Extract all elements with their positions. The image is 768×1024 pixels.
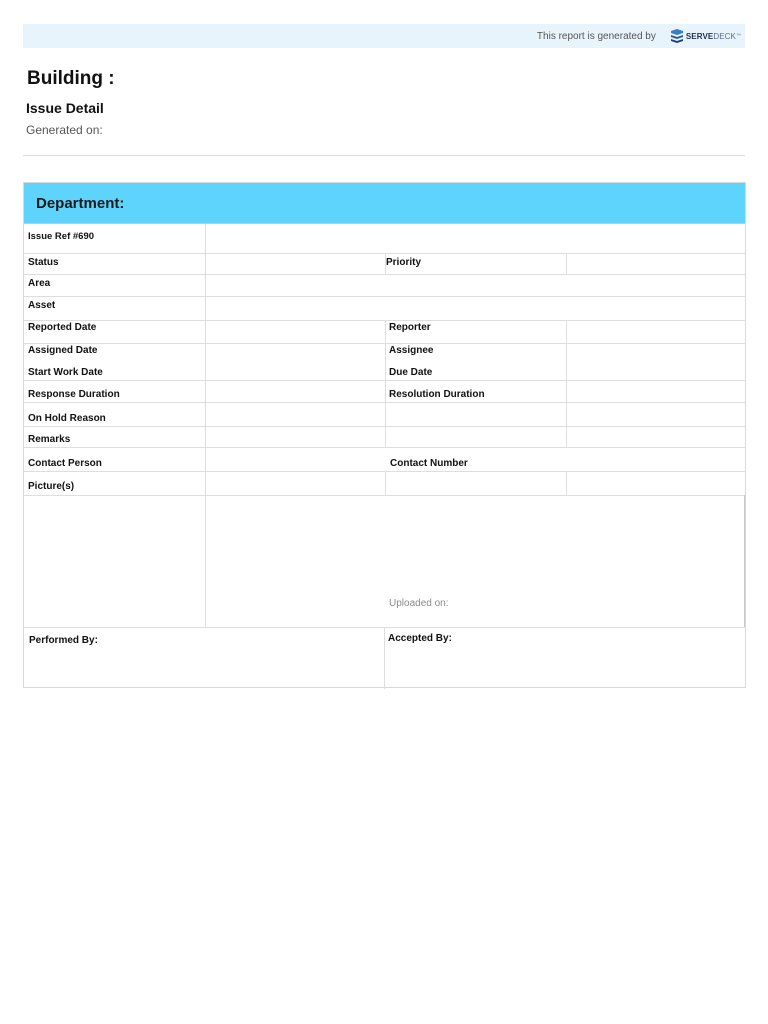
generated-by-text: This report is generated by	[536, 30, 656, 42]
asset-label: Asset	[28, 300, 56, 311]
department-header	[24, 183, 745, 224]
assignee-label: Assignee	[389, 345, 434, 356]
building-title: Building :	[27, 68, 115, 89]
brand-trademark: ™	[736, 33, 741, 39]
column-divider	[566, 471, 567, 495]
assigned-date-label: Assigned Date	[28, 345, 98, 356]
priority-label: Priority	[386, 257, 422, 268]
uploaded-on-text: Uploaded on:	[389, 598, 449, 609]
row-divider	[24, 296, 745, 297]
column-divider	[205, 224, 206, 627]
area-label: Area	[28, 278, 51, 289]
issue-detail-card	[23, 182, 746, 688]
column-divider	[566, 253, 567, 275]
department-label: Department:	[36, 195, 125, 212]
resolution-duration-label: Resolution Duration	[389, 389, 485, 400]
pictures-label: Picture(s)	[28, 481, 75, 492]
header-divider	[23, 155, 745, 156]
column-divider	[566, 320, 567, 448]
report-header-bar	[23, 24, 745, 48]
performed-by-label: Performed By:	[29, 635, 98, 646]
accepted-by-label: Accepted By:	[388, 633, 452, 644]
brand-logo	[670, 28, 741, 44]
status-label: Status	[28, 257, 59, 268]
generated-on-text: Generated on:	[26, 123, 103, 137]
servedeck-logo-icon	[670, 28, 684, 44]
issue-ref-label: Issue Ref #690	[28, 231, 95, 242]
reporter-label: Reporter	[389, 322, 431, 333]
column-divider	[385, 320, 386, 448]
contact-person-label: Contact Person	[28, 458, 102, 469]
column-divider	[385, 471, 386, 495]
on-hold-reason-label: On Hold Reason	[28, 413, 106, 424]
reported-date-label: Reported Date	[28, 322, 97, 333]
response-duration-label: Response Duration	[28, 389, 120, 400]
contact-number-label: Contact Number	[390, 458, 468, 469]
start-work-date-label: Start Work Date	[28, 367, 103, 378]
due-date-label: Due Date	[389, 367, 433, 378]
issue-detail-subtitle: Issue Detail	[26, 100, 104, 116]
brand-name-bold: SERVE	[685, 31, 714, 41]
row-divider	[24, 495, 745, 496]
brand-name-light: DECK	[713, 31, 736, 41]
signature-divider	[384, 627, 385, 689]
remarks-label: Remarks	[28, 434, 71, 445]
picture-box-right-border	[744, 495, 745, 627]
